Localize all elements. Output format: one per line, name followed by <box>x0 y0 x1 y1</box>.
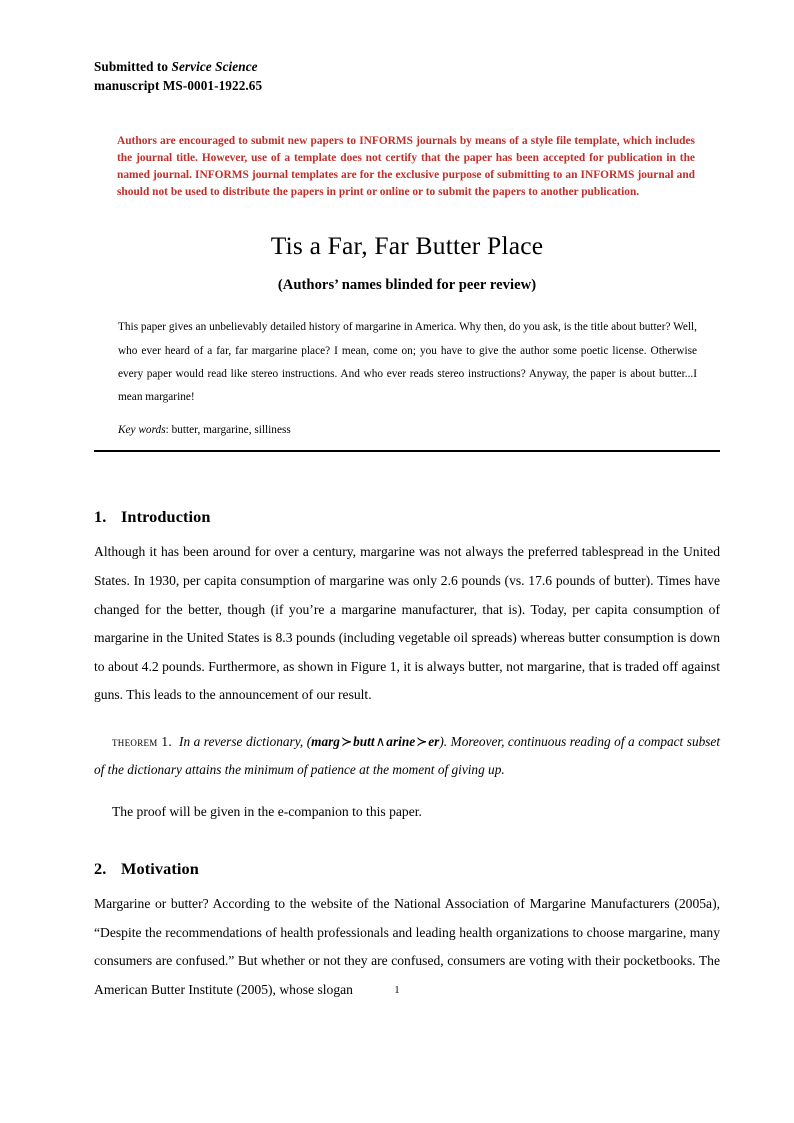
authors-blinded-subtitle: (Authors’ names blinded for peer review) <box>277 277 537 294</box>
section-heading-motivation <box>94 859 720 879</box>
keywords-line <box>118 421 697 439</box>
keywords-value: butter, margarine, silliness <box>171 424 291 437</box>
theorem-text-part1: In a reverse dictionary, ( <box>179 733 312 749</box>
running-header <box>94 58 720 95</box>
abstract-text: This paper gives an unbelievably detailed history of margarine in America. Why then, do you ask, is the title about butter? Well, who ever heard of a far, far margarine place? I mean, come on; you have to give the author some poetic license. Otherwise every paper would read like stereo instructions. And who ever reads stereo instructions? Anyway, the paper is about butter...I mean margarine! <box>118 321 697 404</box>
math-term-er: er <box>428 733 440 749</box>
page-title: Tis a Far, Far Butter Place <box>270 231 544 261</box>
theorem-label: theorem 1. <box>112 733 172 749</box>
paragraph-introduction: Although it has been around for over a century, margarine was not always the preferred tablespread in the United States. In 1930, per capita consumption of margarine was only 2.6 pounds (vs. 17.6 pounds of butter). Times have changed for the better, though (if you’re a margarine manufacturer, that is). Today, per capita consumption of margarine in the United States is 8.3 pounds (including vegetable oil spreads) whereas butter consumption is down to about 4.2 pounds. Furthermore, as shown in Figure 1, it is always butter, not margarine, that is traded off against guns. This leads to the announcement of our result. <box>94 544 720 703</box>
math-term-arine: arine <box>386 733 416 749</box>
section-number: 2. <box>94 859 107 879</box>
theorem-block <box>94 728 720 784</box>
theorem-text-part2: ). Moreover, continuous reading of a compact subset of the dictionary attains the minimum of patience at the moment of giving up. <box>94 733 721 777</box>
keywords-label: Key words <box>118 424 166 437</box>
page-content <box>94 58 720 1004</box>
keywords-separator: : <box>165 424 172 437</box>
math-term-marg: marg <box>311 733 340 749</box>
math-symbol-succeeds-1: ≻ <box>340 733 353 749</box>
journal-name: Service Science <box>171 59 258 74</box>
manuscript-id-line: manuscript MS-0001-1922.65 <box>94 77 263 93</box>
section-heading-introduction <box>94 507 720 527</box>
submitted-prefix: Submitted to <box>94 59 172 74</box>
math-term-butt: butt <box>353 733 375 749</box>
section-number: 1. <box>94 507 107 527</box>
page-number-folio: 1 <box>394 985 400 996</box>
paragraph-motivation: Margarine or butter? According to the website of the National Association of Margarine Manufacturers (2005a), “Despite the recommendations of health professionals and leading health organizations to choose margarine, many consumers are confused.” But whether or not they are confused, consumers are voting with their pocketbooks. The American Butter Institute (2005), whose slogan <box>94 896 720 997</box>
section-title: Motivation <box>121 859 199 879</box>
abstract-divider-rule <box>94 450 720 452</box>
proof-note: The proof will be given in the e-companion to this paper. <box>112 803 422 819</box>
submitted-to-line <box>94 58 720 77</box>
math-symbol-succeeds-2: ≻ <box>416 733 428 749</box>
informs-disclaimer: Authors are encouraged to submit new papers to INFORMS journals by means of a style file template, which includes the journal title. However, use of a template does not certify that the paper has been accepted for publication in the named journal. INFORMS journal templates are for the exclusive purpose of submitting to an INFORMS journal and should not be used to distribute the papers in print or online or to submit the papers to another publication. <box>117 135 695 199</box>
math-symbol-wedge: ∧ <box>375 733 386 749</box>
section-title: Introduction <box>121 507 211 527</box>
